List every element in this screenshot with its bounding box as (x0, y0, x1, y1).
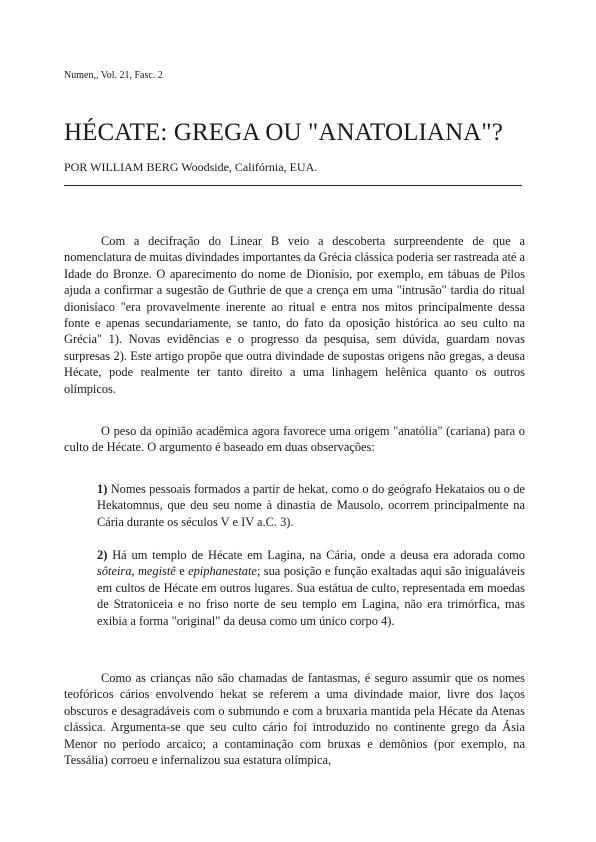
epithet-soteira: sôteira (97, 564, 132, 579)
epithet-separator: , (131, 564, 135, 579)
list-item-2 (97, 547, 525, 629)
list-item-number: 1) (97, 482, 108, 496)
epithet-megiste: megistê (137, 564, 176, 579)
list-item-text-continued: ; sua posição e função exaltadas aqui são inigualáveis em cultos de Hécate em outros lugares. Sua estátua de culto, representada em moedas de Stratoniceia e no friso norte de seu templo em Lagina, não era trimórfica, mas exibia a forma "original" da deusa como um único corpo 4). (97, 564, 525, 628)
epithet-conjunction: e (179, 564, 185, 579)
list-item-number: 2) (97, 548, 108, 562)
article-title: HÉCATE: GREGA OU "ANATOLIANA"? (64, 119, 503, 146)
body-paragraph-1: Com a decifração do Linear B veio a descoberta surpreendente de que a nomenclatura de muitas divindades importantes da Grécia clássica poderia ser rastreada até a Idade do Bronze. O aparecimento do nome de Dionísio, por exemplo, em tábuas de Pilos ajuda a confirmar a sugestão de Guthrie de que a crença em uma "intrusão" tardia do ritual dionisíaco "era provavelmente inerente ao ritual e entra nos mitos principalmente dessa fonte e apenas secundariamente, se tanto, do fato da oposição histórica ao seu culto na Grécia" 1). Novas evidências e o progresso da pesquisa, sem dúvida, guardam novas surpresas 2). Este artigo propõe que outra divindade de supostas origens não gregas, a deusa Hécate, pode realmente ter tanto direito a uma linhagem helênica quanto os outros olímpicos. (64, 234, 526, 396)
epithet-epiphanestate: epiphanestate (188, 564, 257, 579)
body-paragraph-3: Como as crianças não são chamadas de fantasmas, é seguro assumir que os nomes teofóricos cários envolvendo hekat se referem a uma divindade maior, livre dos laços obscuros e desagradáveis com o submundo e com a bruxaria mantida pela Hécate da Atenas clássica. Argumenta-se que seu culto cário foi introduzido no continente grego da Ásia Menor no período arcaico; a contaminação com bruxas e demônios (por exemplo, na Tessália) corroeu e infernalizou sua estatura olímpica, (64, 671, 525, 768)
list-item-1 (97, 481, 525, 530)
title-divider (64, 185, 522, 186)
list-item-text: Nomes pessoais formados a partir de hekat, como o do geógrafo Hekataios ou o de Hekatomnus, que deu seu nome à dinastia de Mausolo, ocorrem principalmente na Cária durante os séculos V e IV a.C. 3). (97, 482, 525, 529)
author-line: POR WILLIAM BERG Woodside, Califórnia, EUA. (64, 160, 318, 174)
list-item-text: Há um templo de Hécate em Lagina, na Cária, onde a deusa era adorada como (112, 548, 525, 562)
journal-reference: Numen,, Vol. 21, Fasc. 2 (64, 70, 163, 81)
body-paragraph-2: O peso da opinião acadêmica agora favorece uma origem "anatólia" (cariana) para o culto de Hécate. O argumento é baseado em duas observações: (64, 424, 525, 455)
